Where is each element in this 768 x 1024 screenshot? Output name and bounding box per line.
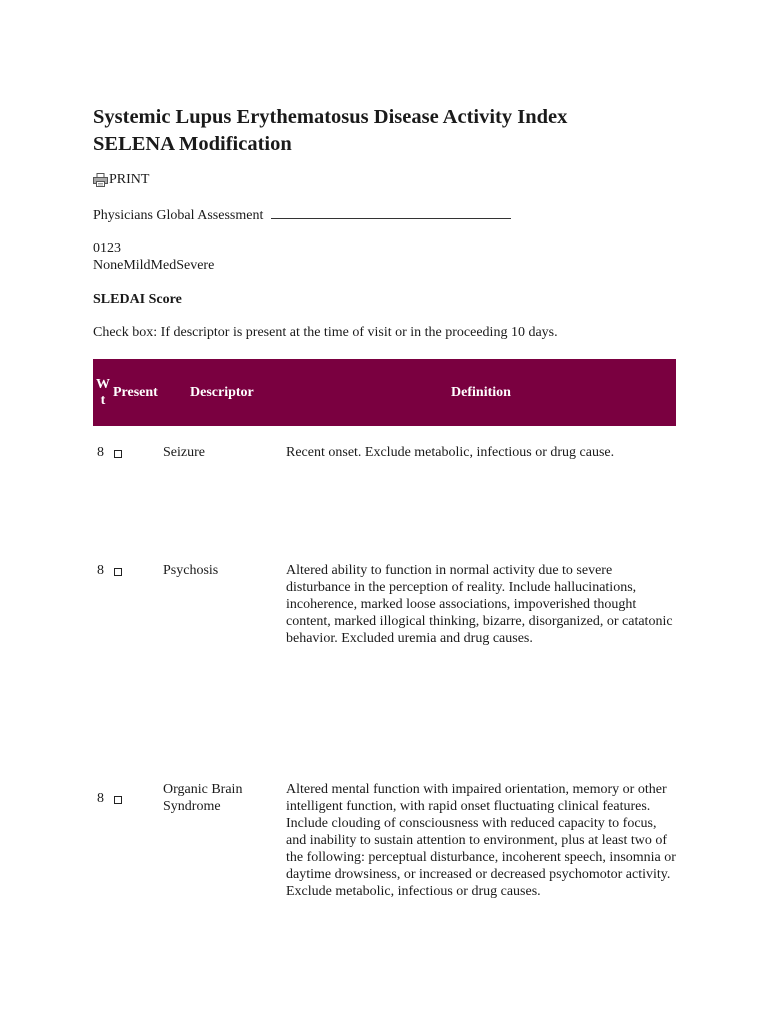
row-weight: 8 — [97, 445, 104, 460]
row-descriptor: Seizure — [163, 445, 205, 460]
pga-blank-line — [271, 206, 511, 219]
pga-label: Physicians Global Assessment — [93, 208, 264, 223]
scale-numbers: 0123 — [93, 241, 121, 256]
present-checkbox[interactable] — [114, 562, 124, 581]
printer-icon[interactable] — [93, 173, 108, 187]
instructions-text: Check box: If descriptor is present at the time of visit or in the proceeding 10 days. — [93, 325, 558, 340]
row-definition: Recent onset. Exclude metabolic, infectious or drug cause. — [286, 445, 615, 460]
row-descriptor: Psychosis — [163, 563, 219, 578]
header-wt: W t — [96, 376, 110, 408]
title-line-2: SELENA Modification — [93, 133, 292, 155]
sledai-heading: SLEDAI Score — [93, 292, 182, 307]
scale-labels: NoneMildMedSevere — [93, 258, 215, 273]
row-weight: 8 — [97, 563, 104, 578]
assessment-scale — [93, 240, 214, 274]
present-checkbox[interactable] — [114, 444, 124, 463]
header-descriptor: Descriptor — [190, 384, 254, 400]
physicians-global-assessment — [93, 206, 511, 225]
row-definition: Altered ability to function in normal activity due to severe disturbance in the perception of reality. Include hallucinations, incoherence, marked loose associations, impoverished thought content, marked illogical thinking, bizarre, disorganized, or catatonic behavior. Excluded uremia and drug causes. — [286, 563, 673, 646]
header-definition: Definition — [451, 384, 511, 400]
document-title — [93, 104, 693, 158]
present-checkbox[interactable] — [114, 790, 124, 809]
row-definition: Altered mental function with impaired orientation, memory or other intelligent function, with rapid onset fluctuating clinical features. Include clouding of consciousness with reduced capacity to focus, and inability to sustain attention to environment, plus at least two of the following: perceptual disturbance, incoherent speech, insomnia or daytime drowsiness, or increased or decreased psychomotor activity. Exclude metabolic, infectious or drug causes. — [286, 782, 676, 899]
title-line-1: Systemic Lupus Erythematosus Disease Activity Index — [93, 106, 568, 128]
header-present: Present — [113, 384, 158, 400]
print-label[interactable]: PRINT — [109, 172, 150, 187]
row-weight: 8 — [97, 791, 104, 806]
print-link[interactable] — [93, 171, 149, 189]
row-descriptor: Organic Brain Syndrome — [163, 782, 243, 814]
table-header — [93, 359, 676, 426]
